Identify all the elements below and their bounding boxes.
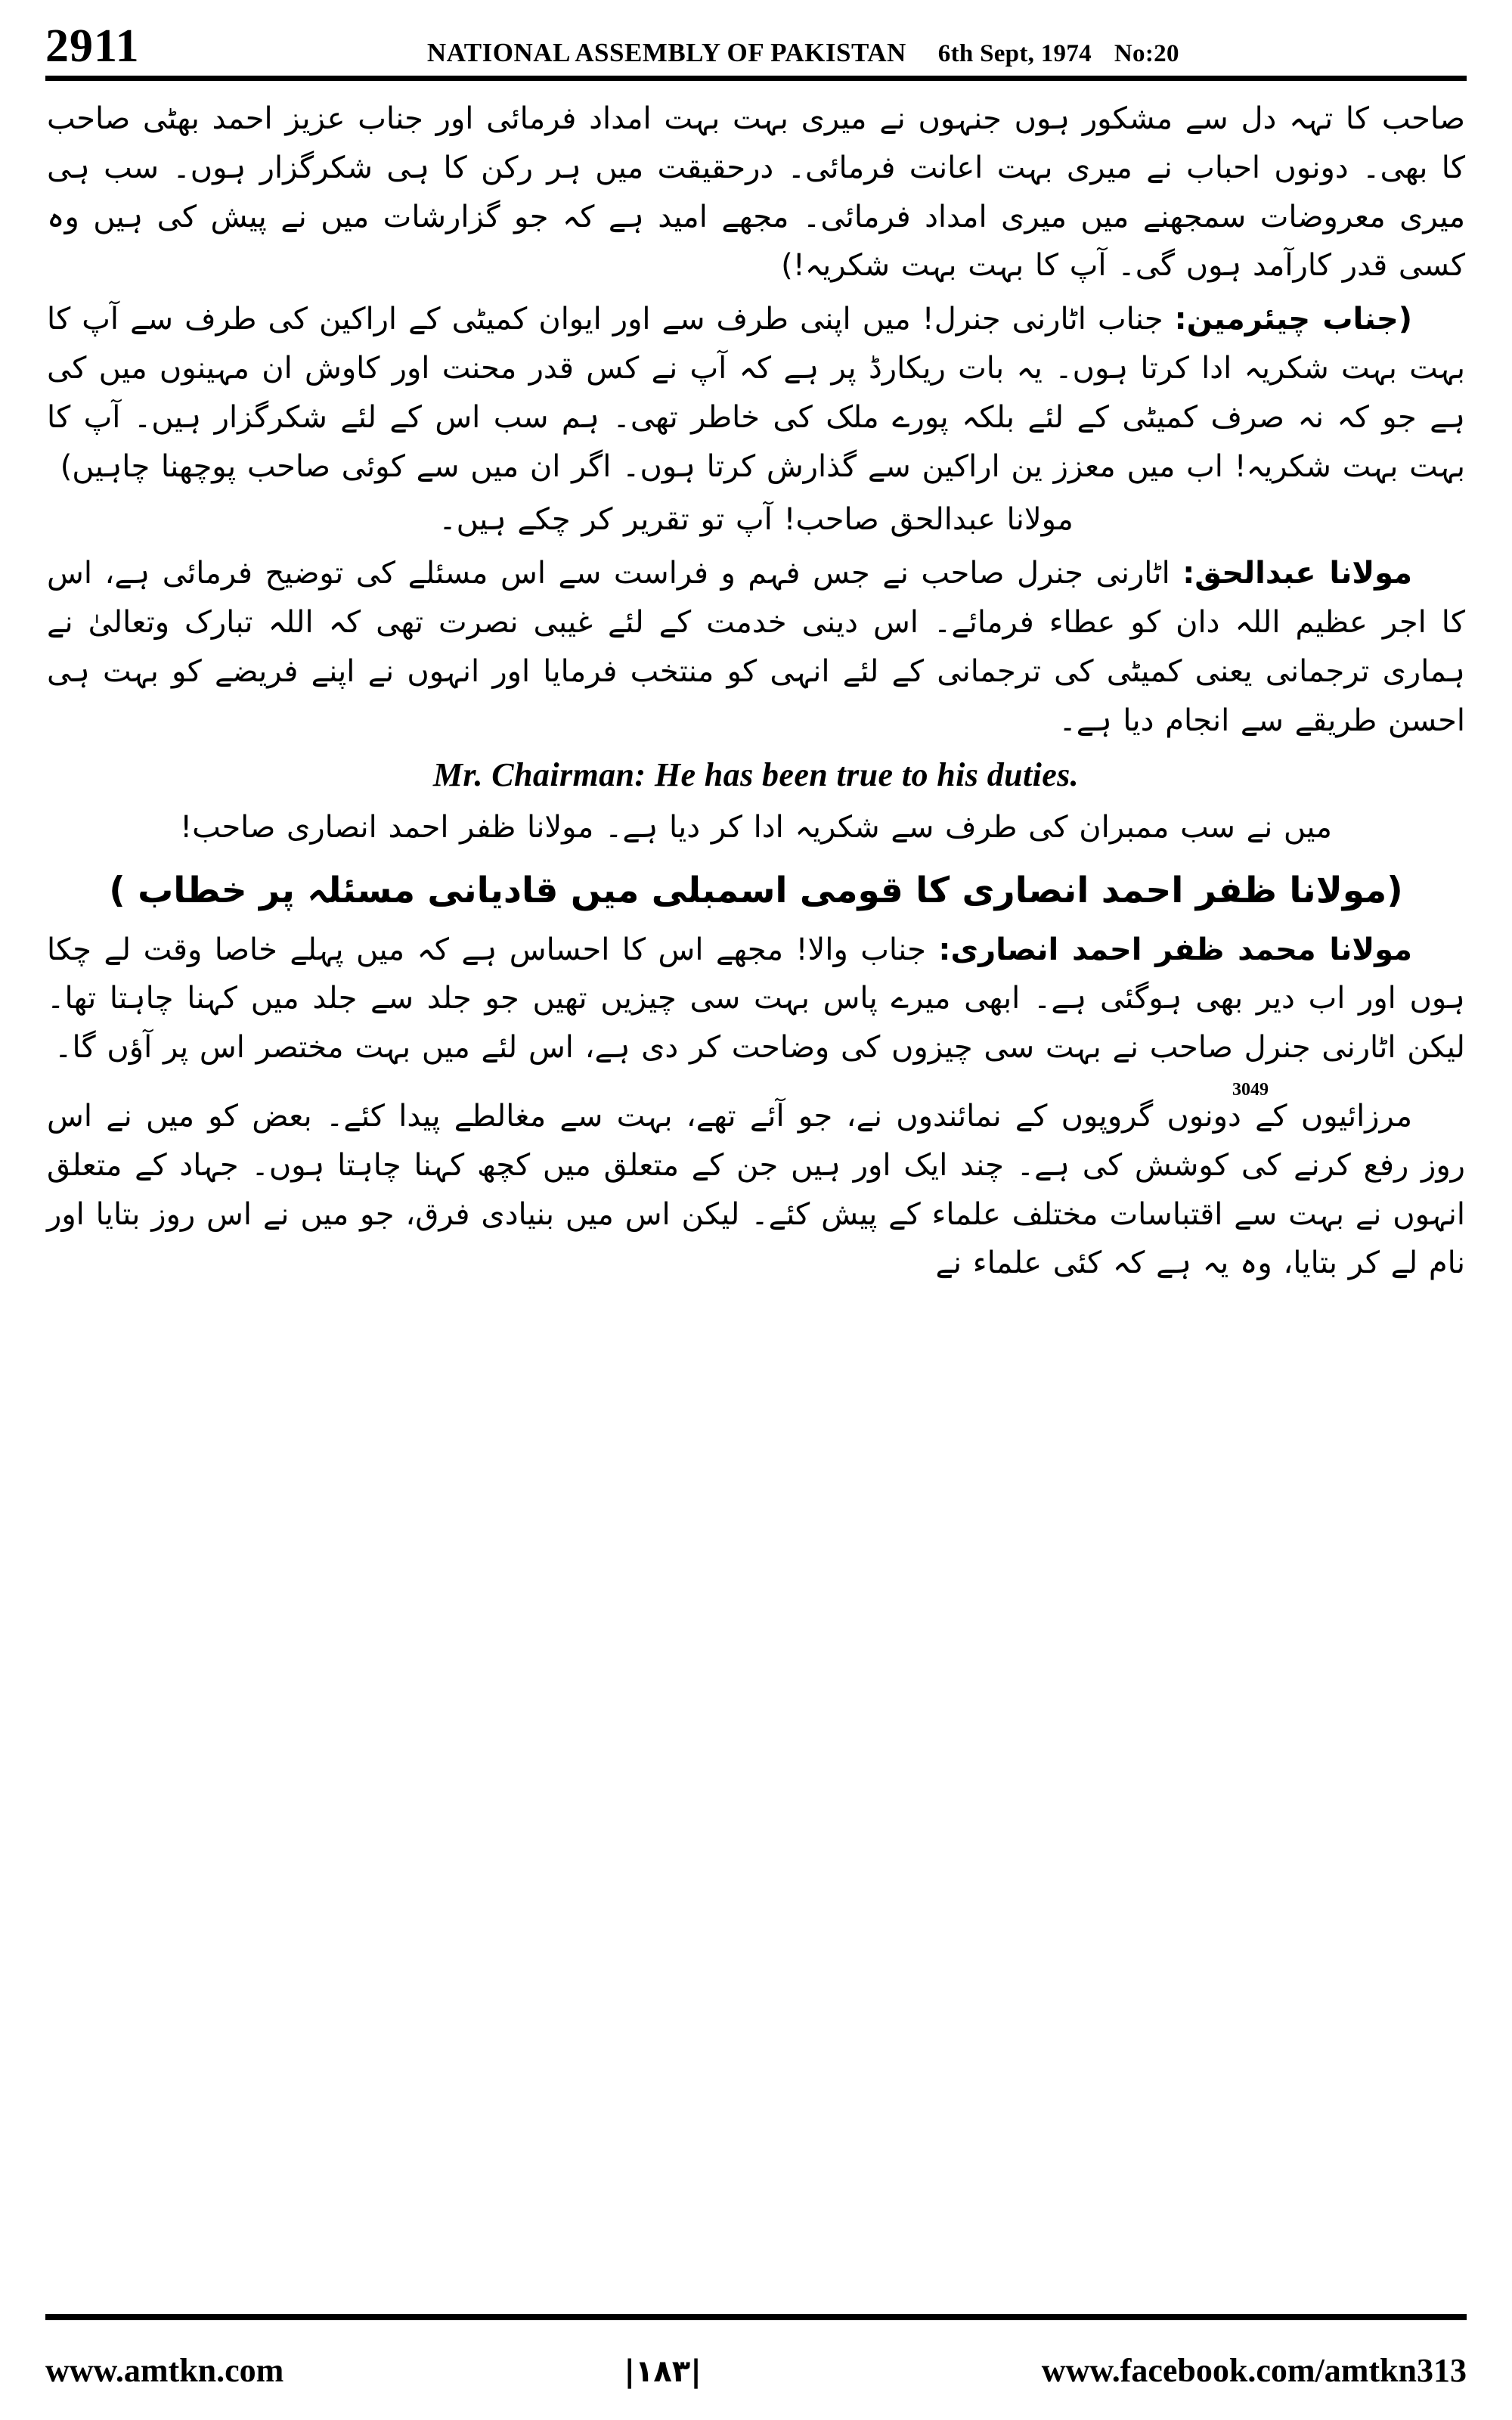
footer-facebook-link[interactable]: www.facebook.com/amtkn313: [1041, 2352, 1467, 2389]
paragraph-2-text: جناب اٹارنی جنرل! میں اپنی طرف سے اور ایوان کمیٹی کے اراکین کی طرف سے آپ کا بہت بہت شکریہ ادا کرتا ہوں۔ یہ بات ریکارڈ پر ہے کہ آپ نے کس قدر محنت اور کاوش ان مہینوں میں کی ہے جو کہ نہ صرف کمیٹی کے لئے بلکہ پورے ملک کی خاطر تھی۔ ہم سب اس کے لئے شکرگزار ہیں۔ آپ کا بہت بہت شکریہ! اب میں معزز ین اراکین سے گذارش کرتا ہوں۔ اگر ان میں سے کوئی صاحب پوچھنا چاہیں): [47, 302, 1466, 484]
paragraph-5: میں نے سب ممبران کی طرف سے شکریہ ادا کر دیا ہے۔ مولانا ظفر احمد انصاری صاحب!: [180, 810, 1332, 845]
paragraph-6: [47, 926, 1465, 1072]
paragraph-2: [47, 295, 1465, 491]
marginal-note: 3049: [1232, 1080, 1269, 1100]
paragraph-7: مرزائیوں کے دونوں گروپوں کے نمائندوں نے، جو آئے تھے، بہت سے مغالطے پیدا کئے۔ بعض کو میں نے اس روز رفع کرنے کی کوشش کی ہے۔ چند ایک اور ہیں جن کے متعلق میں کچھ کہنا چاہتا ہوں۔ جہاد کے متعلق انہوں نے بہت سے اقتباسات مختلف علماء کے پیش کئے۔ لیکن اس میں بنیادی فرق، جو میں نے اس روز بتایا اور نام لے کر بتایا، وہ یہ ہے کہ کئی علماء نے: [47, 1099, 1465, 1281]
document-title: NATIONAL ASSEMBLY OF PAKISTAN: [426, 38, 906, 67]
footer-page-number: |۱۸۳|: [624, 2354, 702, 2389]
speaker-label-chairman-en: Mr. Chairman:: [432, 756, 646, 794]
session-date: 6th Sept, 1974: [937, 40, 1092, 67]
english-statement: [47, 755, 1465, 794]
footer-website-link[interactable]: www.amtkn.com: [45, 2352, 284, 2389]
paragraph-4-text: اٹارنی جنرل صاحب نے جس فہم و فراست سے اس مسئلے کی توضیح فرمائی ہے، اس کا اجر عظیم اللہ دان کو عطاء فرمائے۔ اس دینی خدمت کے لئے غیبی نصرت تھی کہ اللہ تبارک وتعالیٰ نے ہماری ترجمانی یعنی کمیٹی کی ترجمانی کے لئے انہی کو منتخب فرمایا اور انہوں نے اپنے فریضے کو بہت ہی احسن طریقے سے انجام دیا ہے۔: [47, 556, 1465, 738]
speaker-label-chairman-urdu: (جناب چیئرمین:: [1174, 302, 1413, 337]
speaker-label-ansari: مولانا محمد ظفر احمد انصاری:: [938, 932, 1412, 967]
header-divider: [45, 76, 1467, 81]
issue-number: No:20: [1114, 40, 1179, 67]
page-number: 2911: [45, 20, 140, 72]
section-heading: (مولانا ظفر احمد انصاری کا قومی اسمبلی میں قادیانی مسئلہ پر خطاب ): [109, 870, 1403, 912]
speaker-label-abdul-haq: مولانا عبدالحق:: [1182, 556, 1412, 591]
page-body: [0, 81, 1512, 1288]
footer-divider: [45, 2314, 1467, 2320]
paragraph-3: مولانا عبدالحق صاحب! آپ تو تقریر کر چکے ہیں۔: [438, 502, 1074, 538]
header-center: [140, 38, 1467, 68]
page-header: [0, 0, 1512, 72]
paragraph-1: صاحب کا تہہ دل سے مشکور ہوں جنہوں نے میری بہت بہت امداد فرمائی اور جناب عزیز احمد بھٹی صاحب کا بھی۔ دونوں احباب نے میری بہت اعانت فرمائی۔ درحقیقت میں ہر رکن کا ہی شکرگزار ہوں۔ سب ہی میری معروضات سمجھنے میں میری امداد فرمائی۔ مجھے امید ہے کہ جو گزارشات میں نے پیش کی ہیں وہ کسی قدر کارآمد ہوں گی۔ آپ کا بہت بہت شکریہ!): [47, 101, 1465, 284]
page-footer: [45, 2351, 1467, 2390]
paragraph-4: [47, 549, 1465, 745]
english-statement-text: He has been true to his duties.: [654, 756, 1080, 794]
paragraph-6-text: جناب والا! مجھے اس کا احساس ہے کہ میں پہلے خاصا وقت لے چکا ہوں اور اب دیر بھی ہوگئی ہے۔ ابھی میرے پاس بہت سی چیزیں تھیں جو جلد سے جلد میں کہنا چاہتا تھا۔ لیکن اٹارنی جنرل صاحب نے بہت سی چیزوں کی وضاحت کر دی ہے، اس لئے میں بہت مختصر اس پر آؤں گا۔: [47, 932, 1465, 1066]
